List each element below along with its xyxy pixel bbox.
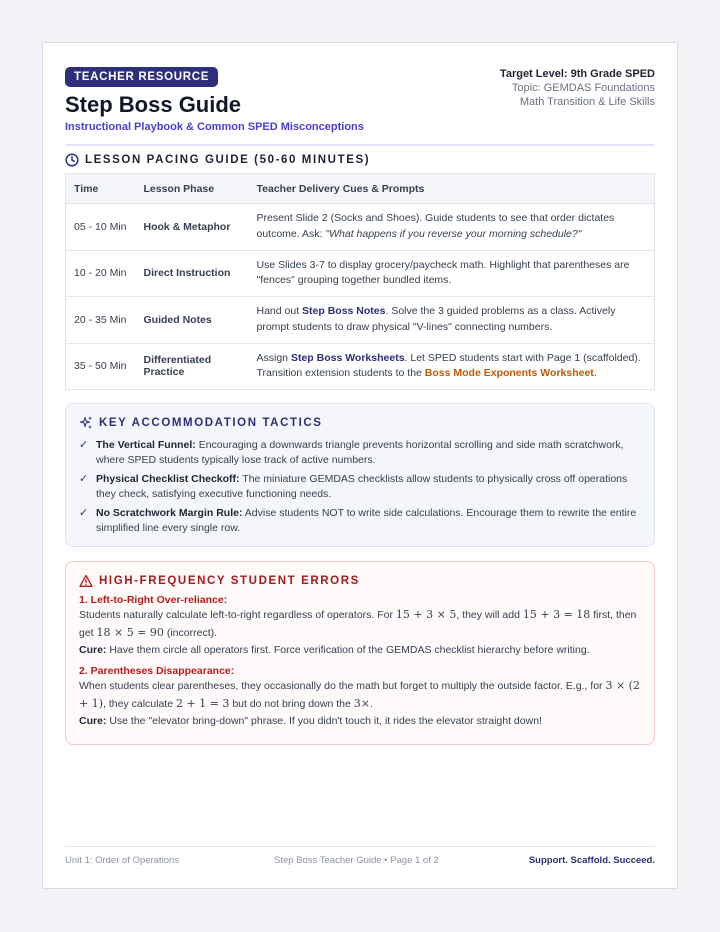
guide-page [42,42,678,889]
error-1-title: 1. Left-to-Right Over-reliance: [79,594,228,606]
text: Students naturally calculate left-to-right regardless of operators. For [79,609,396,621]
footer-page-info: Step Boss Teacher Guide • Page 1 of 2 [274,855,439,866]
math-expr: 18 × 5 = 90 [96,626,164,639]
item-text [96,472,641,501]
row-phase: Hook & Metaphor [136,204,249,251]
text: , they will add [456,609,523,621]
cue-text: . [593,367,597,380]
cue-text: Hand out [256,305,303,318]
boss-mode-resource-name: Boss Mode Exponents Worksheet [424,367,594,380]
cue-text: Present Slide 2 (Socks and Shoes). Guide students to see that order dictates outcome. Ask: [256,212,615,240]
topic: Topic: GEMDAS Foundations [511,82,655,94]
accommodations-box [65,403,655,547]
text: but do not bring down the [229,698,354,710]
item-text [96,506,641,535]
accommodations-heading-text: KEY ACCOMMODATION TACTICS [99,417,323,429]
cue-text: Use Slides 3-7 to display grocery/paycheck math. Highlight that parentheses are "fences" grouping together bundled items. [256,258,630,287]
text: (incorrect). [163,627,218,639]
page-subtitle: Instructional Playbook & Common SPED Misconceptions [65,121,364,133]
pacing-heading-text: LESSON PACING GUIDE (50-60 MINUTES) [85,154,371,166]
errors-heading [79,574,641,588]
teacher-resource-badge: TEACHER RESOURCE [65,67,218,87]
row-time: 35 - 50 Min [66,343,136,390]
accommodations-list [79,438,641,535]
track: Math Transition & Life Skills [519,96,655,108]
error-1-description [79,606,641,642]
text: . [369,698,373,710]
cue-question: "What happens if you reverse your morning schedule?" [325,227,582,240]
row-time: 20 - 35 Min [66,297,136,344]
cure-text: Have them circle all operators first. Force verification of the GEMDAS checklist hierarchy before writing. [106,644,590,656]
target-level: Target Level: 9th Grade SPED [499,68,655,80]
errors-heading-text: HIGH-FREQUENCY STUDENT ERRORS [99,575,360,587]
row-phase: Direct Instruction [136,250,249,297]
error-2-description [79,677,641,713]
sparkles-icon [79,416,93,430]
worksheets-resource-name: Step Boss Worksheets [290,351,405,364]
row-time: 05 - 10 Min [66,204,136,251]
check-icon: ✓ [79,507,89,519]
math-expr: 15 + 3 = 18 [522,608,591,621]
pacing-heading [65,153,370,167]
table-header-row [66,174,655,204]
item-title: No Scratchwork Margin Rule: [96,507,243,519]
math-expr: 3 × (2 + 1) [79,679,640,710]
list-item [79,472,641,501]
table-row [66,297,655,344]
math-expr: 3× [353,697,370,710]
math-expr: 2 + 1 = 3 [175,697,230,710]
table-row [66,343,655,390]
item-text [96,438,641,467]
row-time: 10 - 20 Min [66,250,136,297]
col-phase: Lesson Phase [136,174,249,204]
text: first, then get [79,609,637,639]
check-icon: ✓ [79,439,89,451]
footer-unit: Unit 1: Order of Operations [65,855,180,866]
page-title: Step Boss Guide [65,92,242,117]
row-phase: Differentiated Practice [136,343,249,390]
warning-icon [79,574,93,588]
check-icon: ✓ [79,473,89,485]
clock-icon [65,153,79,167]
item-body: Encouraging a downwards triangle prevents horizontal scrolling and side math scratchwork, where SPED students typically lose track of active numbers. [96,439,624,466]
cue-text: Assign [256,351,291,364]
cue-text: . Solve the 3 guided problems as a class. Actively prompt students to draw physical "V-lines" connecting numbers. [256,305,616,333]
header [65,67,655,133]
list-item [79,438,641,467]
header-divider [65,144,655,146]
list-item [79,506,641,535]
error-1-cure [79,642,641,659]
col-time: Time [66,174,136,204]
cure-text: Use the "elevator bring-down" phrase. If you didn't touch it, it rides the elevator straight down! [106,715,542,727]
pacing-table [65,173,655,390]
row-cue [249,343,655,390]
footer-tagline: Support. Scaffold. Succeed. [528,855,655,866]
row-cue [249,250,655,297]
errors-box [65,561,655,745]
text: When students clear parentheses, they occasionally do the math but forget to multiply the outside factor. E.g., for [79,680,606,692]
col-cues: Teacher Delivery Cues & Prompts [249,174,655,204]
row-phase: Guided Notes [136,297,249,344]
item-body: Advise students NOT to write side calculations. Encourage them to rewrite the entire simplified line every single row. [96,507,637,534]
row-cue [249,204,655,251]
footer-divider [65,846,655,847]
item-title: The Vertical Funnel: [96,439,196,451]
error-2-title: 2. Parentheses Disappearance: [79,665,235,677]
accommodations-heading [79,416,641,430]
error-2-cure [79,713,641,730]
table-row [66,250,655,297]
item-body: The miniature GEMDAS checklists allow students to physically cross off operations they check, satisfying executive functioning needs. [96,473,628,500]
cure-label: Cure: [79,715,107,727]
notes-resource-name: Step Boss Notes [302,305,386,318]
item-title: Physical Checklist Checkoff: [96,473,240,485]
cue-text: . Let SPED students start with Page 1 (scaffolded). Transition extension students to the [256,351,641,380]
cure-label: Cure: [79,644,107,656]
table-row [66,204,655,251]
text: , they calculate [103,698,176,710]
math-expr: 15 + 3 × 5 [395,608,457,621]
row-cue [249,297,655,344]
header-meta [500,67,655,109]
